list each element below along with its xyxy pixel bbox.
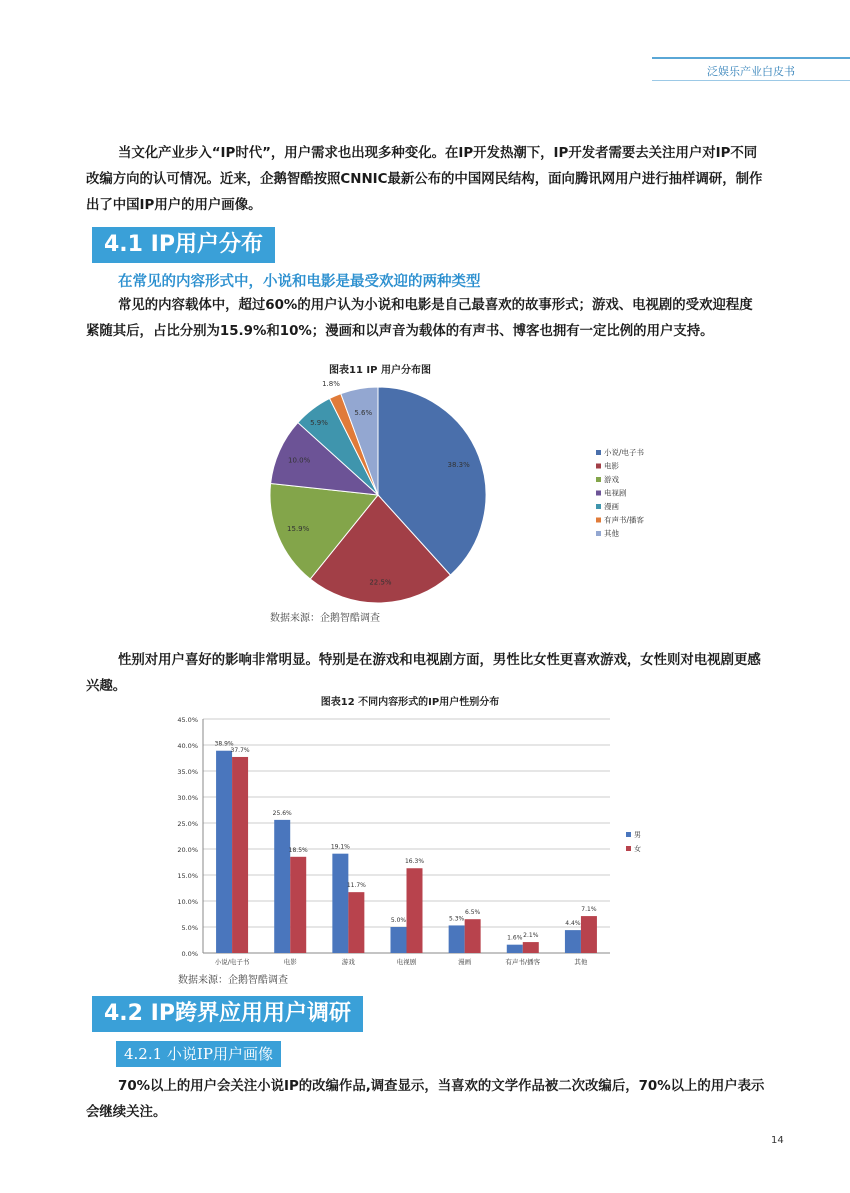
- section-4-2-heading: 4.2 IP跨界应用用户调研: [92, 996, 363, 1032]
- bar-label-0-3: 5.0%: [390, 917, 407, 924]
- figure-11-title: 图表11 IP 用户分布图: [329, 365, 431, 376]
- bar-ytick-2: 10.0%: [177, 898, 198, 906]
- section-4-1-paragraph: [86, 293, 766, 345]
- bar-xtick-2: 游戏: [341, 958, 355, 966]
- bar-1-2: [348, 892, 364, 953]
- pie-legend-label-3: 电视剧: [604, 488, 627, 498]
- pie-legend-swatch-6: [596, 531, 601, 536]
- header-underline: [652, 80, 850, 81]
- bar-0-4: [449, 925, 465, 953]
- bar-label-1-6: 7.1%: [581, 906, 597, 914]
- figure-12-source: 数据来源：企鹅智酷调查: [178, 975, 288, 986]
- bar-xtick-3: 电视剧: [396, 958, 417, 966]
- figure-12-title: 图表12 不同内容形式的IP用户性别分布: [320, 697, 500, 708]
- pie-label-4: 5.9%: [310, 418, 328, 427]
- pie-legend-swatch-4: [596, 504, 601, 509]
- pie-legend-swatch-0: [596, 450, 601, 455]
- section-4-1-text: 常见的内容载体中，超过60%的用户认为小说和电影是自己最喜欢的故事形式；游戏、电视剧的受欢迎程度紧随其后，占比分别为15.9%和10%；漫画和以声音为载体的有声书、博客也拥有一定比例的用户支持。: [86, 298, 753, 339]
- pie-legend-label-2: 游戏: [604, 475, 619, 484]
- gender-text: 性别对用户喜好的影响非常明显。特别是在游戏和电视剧方面，男性比女性更喜欢游戏，女性则对电视剧更感兴趣。: [86, 653, 761, 694]
- pie-legend-label-4: 漫画: [604, 502, 619, 511]
- bar-legend-swatch-1: [626, 846, 631, 851]
- bar-label-1-3: 16.3%: [404, 858, 425, 866]
- bar-0-6: [565, 930, 581, 953]
- pie-label-3: 10.0%: [288, 456, 311, 465]
- bar-0-5: [507, 945, 523, 953]
- bar-label-1-2: 11.7%: [346, 882, 366, 890]
- bar-label-0-1: 25.6%: [272, 809, 292, 817]
- page-number: 14: [771, 1135, 784, 1146]
- pie-label-6: 5.6%: [354, 409, 373, 418]
- bar-xtick-5: 有声书/播客: [505, 958, 541, 966]
- header-title: 泛娱乐产业白皮书: [707, 65, 795, 78]
- bar-chart: [160, 710, 660, 972]
- bar-label-1-4: 6.5%: [465, 909, 481, 917]
- bar-label-0-2: 19.1%: [330, 843, 350, 851]
- bar-1-5: [523, 942, 539, 953]
- bar-0-2: [332, 854, 348, 953]
- bar-0-3: [391, 927, 407, 953]
- bar-legend-swatch-0: [626, 832, 631, 837]
- pie-legend-label-1: 电影: [604, 461, 619, 471]
- pie-label-0: 38.3%: [447, 460, 470, 469]
- bar-0-1: [274, 820, 290, 953]
- bar-label-0-6: 4.4%: [565, 920, 581, 928]
- pie-legend-label-0: 小说/电子书: [604, 448, 645, 457]
- bar-1-4: [465, 919, 481, 953]
- bar-xtick-1: 电影: [283, 958, 297, 966]
- bar-ytick-9: 45.0%: [177, 716, 198, 724]
- bar-1-6: [581, 916, 597, 953]
- bar-label-1-5: 2.1%: [523, 932, 539, 940]
- bar-xtick-0: 小说/电子书: [214, 958, 250, 966]
- bar-label-0-0: 38.9%: [214, 740, 234, 748]
- header-rule: [652, 57, 850, 59]
- bar-label-0-5: 1.6%: [507, 934, 523, 942]
- bar-ytick-7: 35.0%: [177, 768, 198, 776]
- intro-text: 当文化产业步入“IP时代”，用户需求也出现多种变化。在IP开发热潮下，IP开发者需要去关注用户对IP不同改编方向的认可情况。近来，企鹅智酷按照CNNIC最新公布的中国网民结构，面向腾讯网用户进行抽样调研，制作出了中国IP用户的用户画像。: [86, 146, 763, 213]
- figure-11-source: 数据来源：企鹅智酷调查: [270, 613, 380, 624]
- section-4-1-heading: 4.1 IP用户分布: [92, 227, 275, 263]
- bar-label-1-0: 37.7%: [230, 746, 250, 754]
- bar-1-1: [290, 857, 306, 953]
- pie-legend-label-5: 有声书/播客: [604, 515, 645, 525]
- bar-ytick-4: 20.0%: [177, 846, 198, 854]
- section-4-2-text: 70%以上的用户会关注小说IP的改编作品,调查显示，当喜欢的文学作品被二次改编后，70%以上的用户表示会继续关注。: [86, 1079, 765, 1120]
- pie-legend-label-6: 其他: [604, 529, 619, 538]
- bar-ytick-6: 30.0%: [177, 794, 198, 802]
- bar-legend-label-1: 女: [634, 845, 641, 853]
- bar-xtick-6: 其他: [574, 958, 588, 966]
- bar-label-1-1: 18.5%: [288, 846, 308, 854]
- bar-ytick-8: 40.0%: [177, 742, 198, 750]
- pie-legend-swatch-1: [596, 464, 601, 469]
- pie-label-2: 15.9%: [287, 525, 310, 534]
- pie-label-5: 1.8%: [322, 379, 340, 388]
- pie-chart: [250, 378, 670, 610]
- bar-1-0: [232, 757, 248, 953]
- bar-label-0-4: 5.3%: [449, 915, 465, 923]
- pie-legend-swatch-2: [596, 477, 601, 482]
- bar-legend-label-0: 男: [634, 831, 641, 839]
- bar-ytick-1: 5.0%: [181, 924, 198, 932]
- pie-legend-swatch-5: [596, 518, 601, 523]
- section-4-2-paragraph: [86, 1074, 766, 1126]
- section-4-1-subtitle: 在常见的内容形式中，小说和电影是最受欢迎的两种类型: [118, 274, 481, 290]
- bar-1-3: [407, 868, 423, 953]
- bar-xtick-4: 漫画: [458, 958, 472, 966]
- pie-label-1: 22.5%: [369, 578, 392, 587]
- bar-ytick-5: 25.0%: [177, 820, 198, 828]
- bar-ytick-3: 15.0%: [177, 872, 198, 880]
- bar-0-0: [216, 751, 232, 953]
- intro-paragraph: [86, 141, 766, 219]
- section-4-2-1-heading: 4.2.1 小说IP用户画像: [116, 1041, 281, 1067]
- pie-legend-swatch-3: [596, 491, 601, 496]
- bar-ytick-0: 0.0%: [181, 950, 198, 958]
